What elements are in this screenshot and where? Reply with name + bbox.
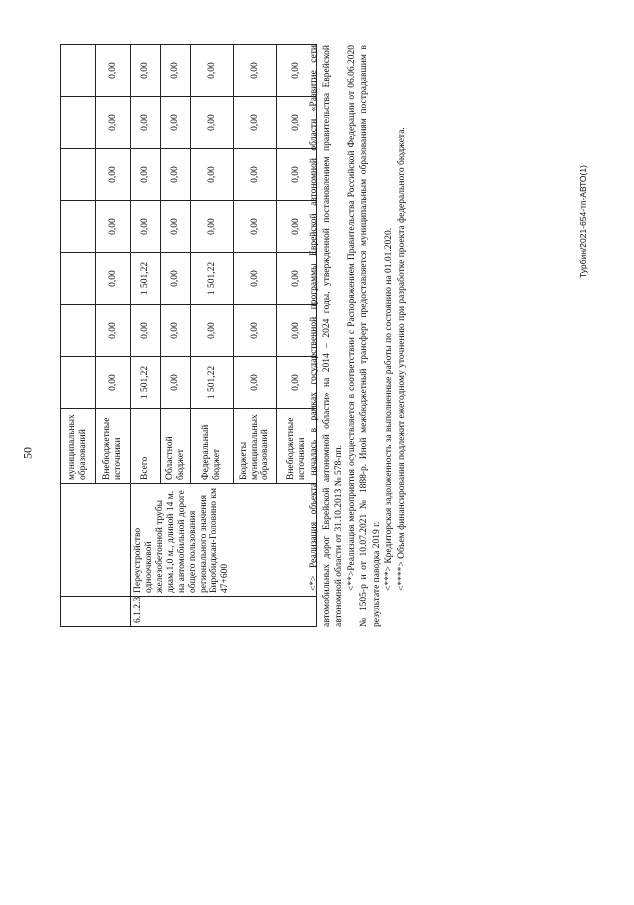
value-cell bbox=[61, 45, 96, 97]
value-cell: 0,00 bbox=[277, 97, 317, 149]
value-cell bbox=[61, 357, 96, 409]
value-cell: 1 501,22 bbox=[191, 357, 234, 409]
table-row bbox=[61, 45, 96, 627]
value-cell: 0,00 bbox=[131, 149, 161, 201]
footnote: <***> Кредиторская задолженность за выполненные работы по состоянию на 01.01.2020. bbox=[384, 227, 394, 591]
value-cell: 0,00 bbox=[277, 201, 317, 253]
value-cell: 0,00 bbox=[277, 149, 317, 201]
value-cell: 0,00 bbox=[161, 149, 191, 201]
value-cell: 0,00 bbox=[161, 357, 191, 409]
item-name-cell bbox=[61, 484, 131, 597]
value-cell: 0,00 bbox=[131, 45, 161, 97]
value-cell: 0,00 bbox=[96, 97, 131, 149]
value-cell: 0,00 bbox=[96, 253, 131, 305]
funding-table bbox=[60, 44, 317, 627]
value-cell: 0,00 bbox=[234, 45, 277, 97]
footnote: <*> Реализация объекта началась в рамках государственной программы Еврейской автономной области «Развитие сети автомобильных дорог Еврейской автономной области» на 2014 – 2024 годы, утвержденной постановлением правительства Еврейской автономной области от 31.10.2013 № 578-пп. bbox=[309, 45, 344, 627]
value-cell bbox=[61, 305, 96, 357]
value-cell: 0,00 bbox=[234, 305, 277, 357]
value-cell: 0,00 bbox=[191, 149, 234, 201]
funding-source-cell: Всего bbox=[131, 409, 161, 484]
value-cell: 0,00 bbox=[161, 201, 191, 253]
page-number: 50 bbox=[20, 447, 35, 459]
value-cell bbox=[61, 97, 96, 149]
value-cell: 0,00 bbox=[96, 357, 131, 409]
footnote: <****> Объем финансирования подлежит ежегодному уточнению при разработке проекта федерального бюджета. bbox=[396, 127, 407, 591]
value-cell: 1 501,22 bbox=[191, 253, 234, 305]
value-cell: 0,00 bbox=[131, 201, 161, 253]
table-row bbox=[131, 45, 161, 627]
value-cell: 0,00 bbox=[277, 45, 317, 97]
footnote: <**>Реализация мероприятия осуществляется в соответствии с Распоряжением Правительства Российской Федерации от 06.06.2020 № 1505-р и от 10.07.2021 № 1888-р. Иной межбюджетный трансферт предоставляется муниципальным образованиям пострадавшим в результате паводка 2019 г. bbox=[346, 45, 382, 627]
value-cell: 0,00 bbox=[96, 45, 131, 97]
value-cell: 1 501,22 bbox=[131, 357, 161, 409]
value-cell: 0,00 bbox=[96, 201, 131, 253]
value-cell: 0,00 bbox=[191, 97, 234, 149]
funding-source-cell: Внебюджетные источники bbox=[96, 409, 131, 484]
funding-source-cell: Федеральный бюджет bbox=[191, 409, 234, 484]
funding-source-cell: муниципальных образований bbox=[61, 409, 96, 484]
value-cell: 0,00 bbox=[191, 45, 234, 97]
value-cell: 0,00 bbox=[191, 201, 234, 253]
value-cell: 0,00 bbox=[234, 357, 277, 409]
value-cell: 0,00 bbox=[161, 97, 191, 149]
value-cell: 0,00 bbox=[277, 357, 317, 409]
footnotes bbox=[308, 45, 408, 627]
value-cell bbox=[61, 201, 96, 253]
value-cell: 0,00 bbox=[161, 253, 191, 305]
value-cell: 0,00 bbox=[96, 305, 131, 357]
document-id: Турбин/2021-654-тп-АВТО(1) bbox=[578, 165, 588, 278]
value-cell bbox=[61, 149, 96, 201]
value-cell: 0,00 bbox=[277, 253, 317, 305]
value-cell: 0,00 bbox=[234, 201, 277, 253]
value-cell: 0,00 bbox=[234, 97, 277, 149]
funding-source-cell: Областной бюджет bbox=[161, 409, 191, 484]
value-cell: 0,00 bbox=[131, 97, 161, 149]
value-cell: 0,00 bbox=[234, 253, 277, 305]
value-cell: 0,00 bbox=[96, 149, 131, 201]
value-cell bbox=[61, 253, 96, 305]
value-cell: 0,00 bbox=[234, 149, 277, 201]
funding-source-cell: Внебюджетные источники bbox=[277, 409, 317, 484]
item-number-cell: 6.1.2.3 bbox=[131, 597, 317, 627]
funding-source-cell: Бюджеты муниципальных образований bbox=[234, 409, 277, 484]
item-number-cell bbox=[61, 597, 131, 627]
item-name-cell: Переустройство одноочковой железобетонной трубы диам.1,0 м., длиной 14 м. на автомобильной дороге общего пользования регионального значения Биробиджан-Головино км 47+600 bbox=[131, 484, 317, 597]
value-cell: 0,00 bbox=[161, 45, 191, 97]
value-cell: 0,00 bbox=[131, 305, 161, 357]
value-cell: 0,00 bbox=[277, 305, 317, 357]
value-cell: 0,00 bbox=[191, 305, 234, 357]
value-cell: 1 501,22 bbox=[131, 253, 161, 305]
value-cell: 0,00 bbox=[161, 305, 191, 357]
